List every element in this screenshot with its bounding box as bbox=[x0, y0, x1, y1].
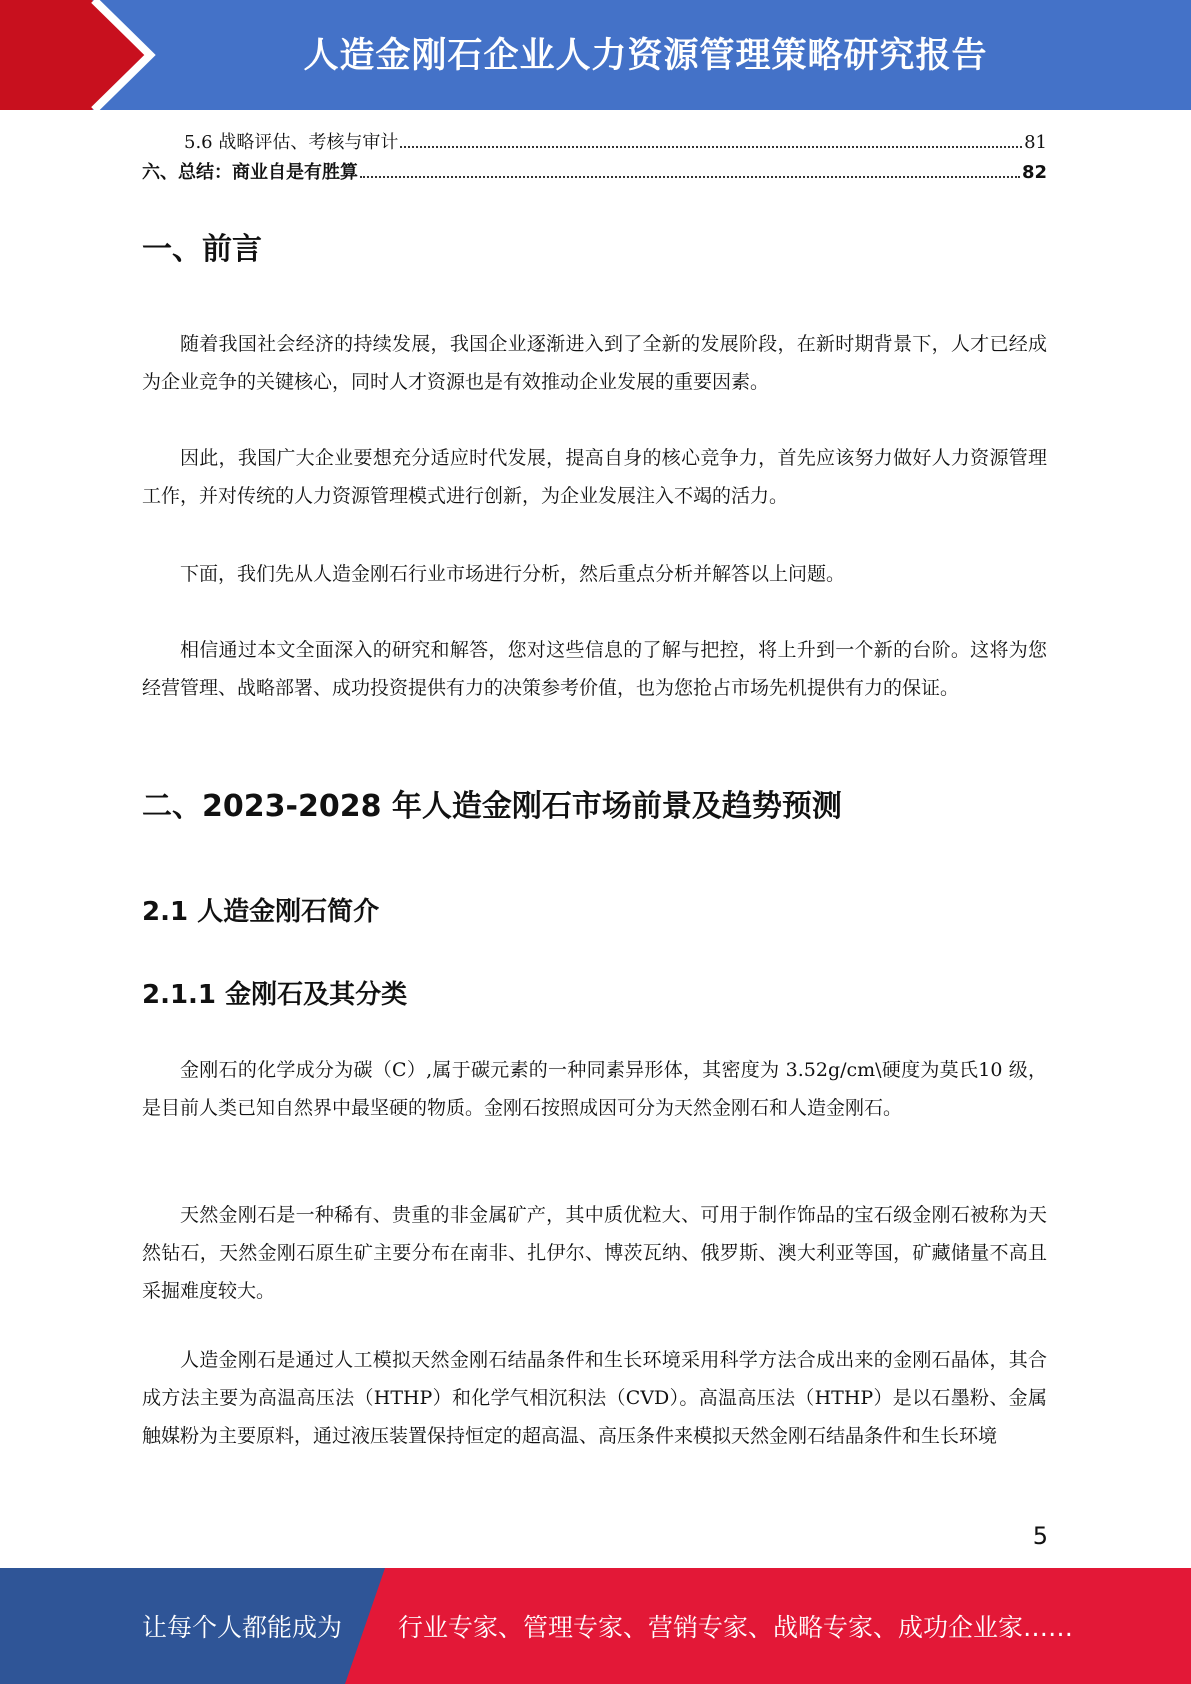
preface-paragraph bbox=[142, 439, 1047, 515]
header-banner bbox=[0, 0, 1191, 110]
footer-banner bbox=[0, 1568, 1191, 1684]
market-section bbox=[142, 787, 1047, 827]
paragraph: 金刚石的化学成分为碳（C）,属于碳元素的一种同素异形体，其密度为 3.52g/cm\硬度为莫氏10 级，是目前人类已知自然界中最坚硬的物质。金刚石按照成因可分为天然金刚石和人造金刚石。 bbox=[142, 1059, 1047, 1119]
document-body bbox=[142, 128, 1047, 188]
page-number: 5 bbox=[1032, 1522, 1048, 1550]
preface-paragraph bbox=[142, 631, 1047, 707]
toc-leader-dots bbox=[360, 176, 1020, 178]
paragraph: 人造金刚石是通过人工模拟天然金刚石结晶条件和生长环境采用科学方法合成出来的金刚石晶体，其合成方法主要为高温高压法（HTHP）和化学气相沉积法（CVD）。高温高压法（HTHP）是以石墨粉、金属触媒粉为主要原料，通过液压装置保持恒定的超高温、高压条件来模拟天然金刚石结晶条件和生长环境 bbox=[142, 1349, 1047, 1447]
paragraph: 相信通过本文全面深入的研究和解答，您对这些信息的了解与把控，将上升到一个新的台阶。这将为您经营管理、战略部署、成功投资提供有力的决策参考价值，也为您抢占市场先机提供有力的保证。 bbox=[142, 639, 1047, 699]
preface-section bbox=[142, 230, 1047, 270]
paragraph: 因此，我国广大企业要想充分适应时代发展，提高自身的核心竞争力，首先应该努力做好人力资源管理工作，并对传统的人力资源管理模式进行创新，为企业发展注入不竭的活力。 bbox=[142, 447, 1047, 507]
paragraph: 天然金刚石是一种稀有、贵重的非金属矿产，其中质优粒大、可用于制作饰品的宝石级金刚石被称为天然钻石，天然金刚石原生矿主要分布在南非、扎伊尔、博茨瓦纳、俄罗斯、澳大利亚等国，矿藏储量不高且采掘难度较大。 bbox=[142, 1204, 1047, 1302]
preface-paragraph bbox=[142, 555, 1047, 593]
toc-entry-page: 82 bbox=[1021, 162, 1047, 183]
footer-slogan-left: 让每个人都能成为 bbox=[142, 1613, 343, 1642]
market-paragraph bbox=[142, 1196, 1047, 1310]
subsection bbox=[142, 894, 1047, 930]
subsection-heading: 2.1 人造金刚石简介 bbox=[142, 897, 380, 927]
footer-slogan-right: 行业专家、管理专家、营销专家、战略专家、成功企业家…… bbox=[398, 1613, 1074, 1642]
toc-entry-label: 5.6 战略评估、考核与审计 bbox=[184, 132, 399, 153]
market-paragraph bbox=[142, 1341, 1047, 1455]
subsubsection-heading: 2.1.1 金刚石及其分类 bbox=[142, 980, 408, 1010]
paragraph: 随着我国社会经济的持续发展，我国企业逐渐进入到了全新的发展阶段，在新时期背景下，人才已经成为企业竞争的关键核心，同时人才资源也是有效推动企业发展的重要因素。 bbox=[142, 333, 1047, 393]
toc-entry-label: 六、总结：商业自是有胜算 bbox=[142, 162, 358, 183]
report-title: 人造金刚石企业人力资源管理策略研究报告 bbox=[303, 36, 988, 76]
section-heading-preface: 一、前言 bbox=[142, 232, 262, 267]
preface-paragraph bbox=[142, 325, 1047, 401]
market-paragraph bbox=[142, 1051, 1047, 1127]
subsubsection bbox=[142, 977, 1047, 1013]
toc-entry-page: 81 bbox=[1024, 132, 1047, 153]
section-heading-market: 二、2023-2028 年人造金刚石市场前景及趋势预测 bbox=[142, 789, 842, 824]
toc-entry[interactable] bbox=[142, 158, 1047, 188]
toc-leader-dots bbox=[400, 146, 1022, 148]
paragraph: 下面，我们先从人造金刚石行业市场进行分析，然后重点分析并解答以上问题。 bbox=[180, 563, 846, 585]
toc-entry[interactable] bbox=[142, 128, 1047, 158]
